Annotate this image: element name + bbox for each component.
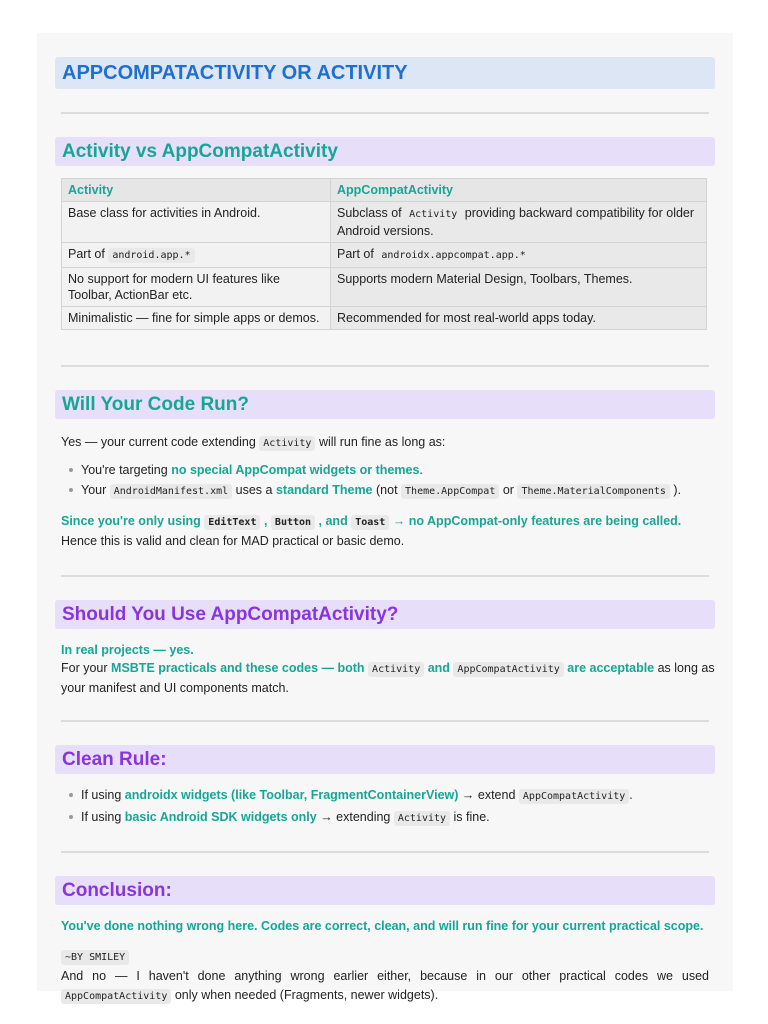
conditions-list [55, 460, 715, 502]
highlight: are acceptable [567, 661, 655, 675]
cell-text: Subclass of [337, 206, 402, 220]
text: ). [673, 483, 682, 497]
text: For your [61, 661, 108, 675]
text: And no — I haven't done anything wrong earlier either, because in our other practical codes we used [61, 969, 709, 983]
cell-text: Part of [337, 247, 374, 261]
real-projects-line: In real projects — yes. [61, 643, 194, 657]
closing-paragraph [55, 967, 715, 1006]
text: Your [81, 483, 107, 497]
conclusion-summary: You've done nothing wrong here. Codes are correct, clean, and will run fine for your current practical scope. [61, 919, 704, 933]
text: If using [81, 810, 122, 824]
table-cell [62, 243, 331, 268]
author-signature [55, 947, 715, 967]
intro-paragraph [55, 433, 715, 453]
msbte-paragraph [55, 659, 715, 698]
table-cell: Base class for activities in Android. [62, 202, 331, 243]
inline-code: Theme.AppCompat [401, 484, 499, 499]
text: . [419, 463, 423, 477]
text: → no AppCompat-only features are being called. [392, 514, 682, 528]
inline-code: android.app.* [108, 248, 194, 263]
text: , [263, 514, 268, 528]
inline-code: AppCompatActivity [453, 662, 563, 677]
text: only when needed (Fragments, newer widgets). [174, 988, 439, 1002]
section-heading-will-code-run: Will Your Code Run? [55, 390, 715, 419]
inline-code: androidx.appcompat.app.* [377, 248, 530, 263]
cell-text: providing backward compatibility for older Android versions. [337, 206, 695, 238]
divider [61, 112, 709, 114]
text: as long as your manifest and UI components match. [61, 661, 715, 695]
inline-code: Toast [351, 515, 389, 530]
text: → extending [320, 810, 391, 824]
highlight: androidx widgets (like Toolbar, FragmentContainerView) [124, 788, 459, 802]
text: is fine. [453, 810, 490, 824]
since-statement [55, 512, 715, 532]
table-row [62, 307, 707, 330]
inline-code: AndroidManifest.xml [110, 484, 232, 499]
inline-code: Theme.MaterialComponents [517, 484, 670, 499]
table-row [62, 243, 707, 268]
divider [61, 575, 709, 577]
cell-text: Part of [68, 247, 105, 261]
text: If using [81, 788, 122, 802]
list-item [69, 460, 715, 480]
table-cell: Supports modern Material Design, Toolbars, Themes. [331, 268, 707, 307]
inline-code: Activity [405, 207, 461, 222]
inline-code: EditText [204, 515, 260, 530]
document-page [37, 33, 733, 1002]
table-cell: Recommended for most real-world apps today. [331, 307, 707, 330]
text: will run fine as long as: [318, 435, 446, 449]
text: , and [318, 514, 348, 528]
inline-code: Activity [368, 662, 424, 677]
page-title: APPCOMPATACTIVITY OR ACTIVITY [55, 57, 715, 89]
table-cell: Minimalistic — fine for simple apps or demos. [62, 307, 331, 330]
divider [61, 720, 709, 722]
inline-code: Activity [259, 436, 315, 451]
highlight: MSBTE practicals and these codes — both [111, 661, 365, 675]
inline-code: AppCompatActivity [519, 789, 629, 804]
text: You're targeting [81, 463, 168, 477]
highlight: no special AppCompat widgets or themes [171, 463, 420, 477]
table-header-appcompat: AppCompatActivity [331, 179, 707, 202]
text: (not [376, 483, 398, 497]
section-heading-activity-vs-appcompat: Activity vs AppCompatActivity [55, 137, 715, 166]
inline-code: AppCompatActivity [61, 989, 171, 1004]
highlight: basic Android SDK widgets only [124, 810, 317, 824]
section-heading-conclusion: Conclusion: [55, 876, 715, 905]
inline-code: ~BY SMILEY [61, 950, 129, 965]
rules-list [55, 785, 715, 829]
table-header-row [62, 179, 707, 202]
highlight: and [427, 661, 450, 675]
section-heading-clean-rule: Clean Rule: [55, 745, 715, 774]
table-cell [331, 202, 707, 243]
list-item [69, 785, 715, 807]
comparison-table [61, 178, 707, 330]
inline-code: Button [271, 515, 315, 530]
text: . [629, 788, 633, 802]
text: Since you're only using [61, 514, 201, 528]
table-row [62, 268, 707, 307]
inline-code: Activity [394, 811, 450, 826]
text: uses a [235, 483, 273, 497]
hence-paragraph: Hence this is valid and clean for MAD practical or basic demo. [61, 534, 405, 548]
table-row [62, 202, 707, 243]
table-header-activity: Activity [62, 179, 331, 202]
text: Yes — your current code extending [61, 435, 256, 449]
divider [61, 365, 709, 367]
list-item [69, 480, 715, 502]
table-cell: No support for modern UI features like Toolbar, ActionBar etc. [62, 268, 331, 307]
divider [61, 851, 709, 853]
text: → extend [461, 788, 516, 802]
table-cell [331, 243, 707, 268]
list-item [69, 807, 715, 829]
highlight: standard Theme [275, 483, 373, 497]
section-heading-should-use: Should You Use AppCompatActivity? [55, 600, 715, 629]
text: or [502, 483, 514, 497]
